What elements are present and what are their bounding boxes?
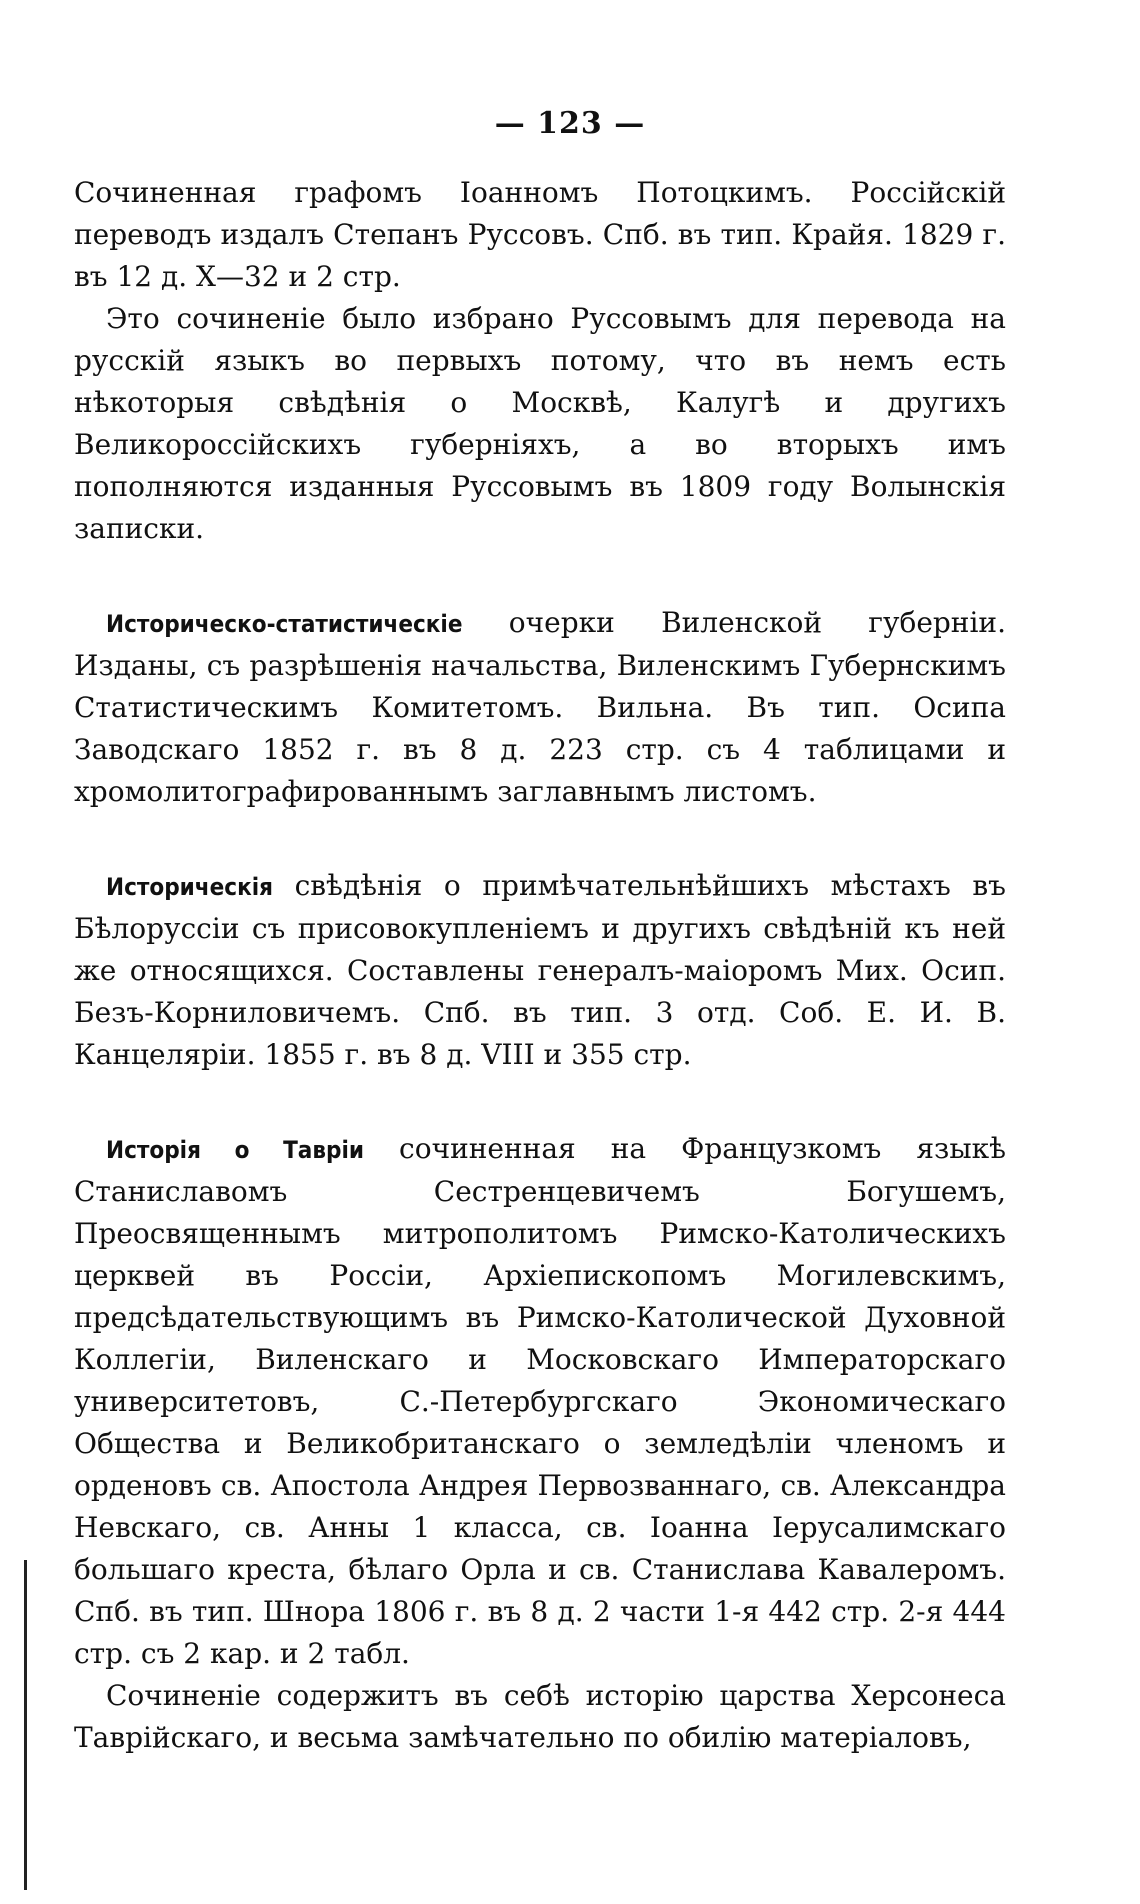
entry-continuation (74, 172, 1006, 298)
section-gap (74, 550, 1006, 602)
entry-lead: Исторія о Тавріи (106, 1136, 365, 1164)
entry-text: очерки Виленской губерніи. Изданы, съ разрѣшенія начальства, Виленскимъ Губернскимъ Статистическимъ Комитетомъ. Вильна. Въ тип. Осипа Заводскаго 1852 г. въ 8 д. 223 стр. съ 4 таблицами и хромолитографированнымъ заглавнымъ листомъ. (74, 606, 1006, 808)
entry-commentary (74, 1675, 1006, 1759)
entry-text: Это сочиненіе было избрано Руссовымъ для перевода на русскій языкъ во первыхъ потому, что въ немъ есть нѣкоторыя свѣдѣнія о Москвѣ, Калугѣ и другихъ Великороссійскихъ губерніяхъ, а во вторыхъ имъ пополняются изданныя Руссовымъ въ 1809 году Волынскія записки. (74, 302, 1006, 545)
entry-text: Сочиненіе содержитъ въ себѣ исторію царства Херсонеса Таврійскаго, и весьма замѣчательно по обилію матеріаловъ, (74, 1679, 1006, 1754)
scan-edge-line (24, 1560, 27, 1890)
entry-lead: Историческія (106, 873, 273, 901)
entry-commentary (74, 298, 1006, 550)
entry-lead: Историческо-статистическіе (106, 610, 463, 638)
bibliography-entry (74, 865, 1006, 1076)
entry-text: сочиненная на Французкомъ языкѣ Станиславомъ Сестренцевичемъ Богушемъ, Преосвященнымъ митрополитомъ Римско-Католическихъ церквей въ Россіи, Архіепископомъ Могилевскимъ, предсѣдательствующимъ въ Римско-Католической Духовной Коллегіи, Виленскаго и Московскаго Императорскаго университетовъ, С.-Петербургскаго Экономическаго Общества и Великобританскаго о земледѣліи членомъ и орденовъ св. Апостола Андрея Первозваннаго, св. Александра Невскаго, св. Анны 1 класса, св. Іоанна Іерусалимскаго большаго креста, бѣлаго Орла и св. Станислава Кавалеромъ. Спб. въ тип. Шнора 1806 г. въ 8 д. 2 части 1-я 442 стр. 2-я 444 стр. съ 2 кар. и 2 табл. (74, 1132, 1006, 1670)
section-gap (74, 1076, 1006, 1128)
page-number: — 123 — (494, 106, 646, 141)
entry-text: Сочиненная графомъ Іоанномъ Потоцкимъ. Россійскій переводъ издалъ Степанъ Руссовъ. Спб. въ тип. Крайя. 1829 г. въ 12 д. X—32 и 2 стр. (74, 176, 1006, 293)
entry-text: свѣдѣнія о примѣчательнѣйшихъ мѣстахъ въ Бѣлоруссіи съ присовокупленіемъ и другихъ свѣдѣній къ ней же относящихся. Составлены генералъ-маіоромъ Мих. Осип. Безъ-Корниловичемъ. Спб. въ тип. 3 отд. Соб. Е. И. В. Канцеляріи. 1855 г. въ 8 д. VIII и 355 стр. (74, 869, 1006, 1071)
bibliography-entry (74, 602, 1006, 813)
page-body (74, 172, 1006, 1759)
section-gap (74, 813, 1006, 865)
bibliography-entry (74, 1128, 1006, 1675)
